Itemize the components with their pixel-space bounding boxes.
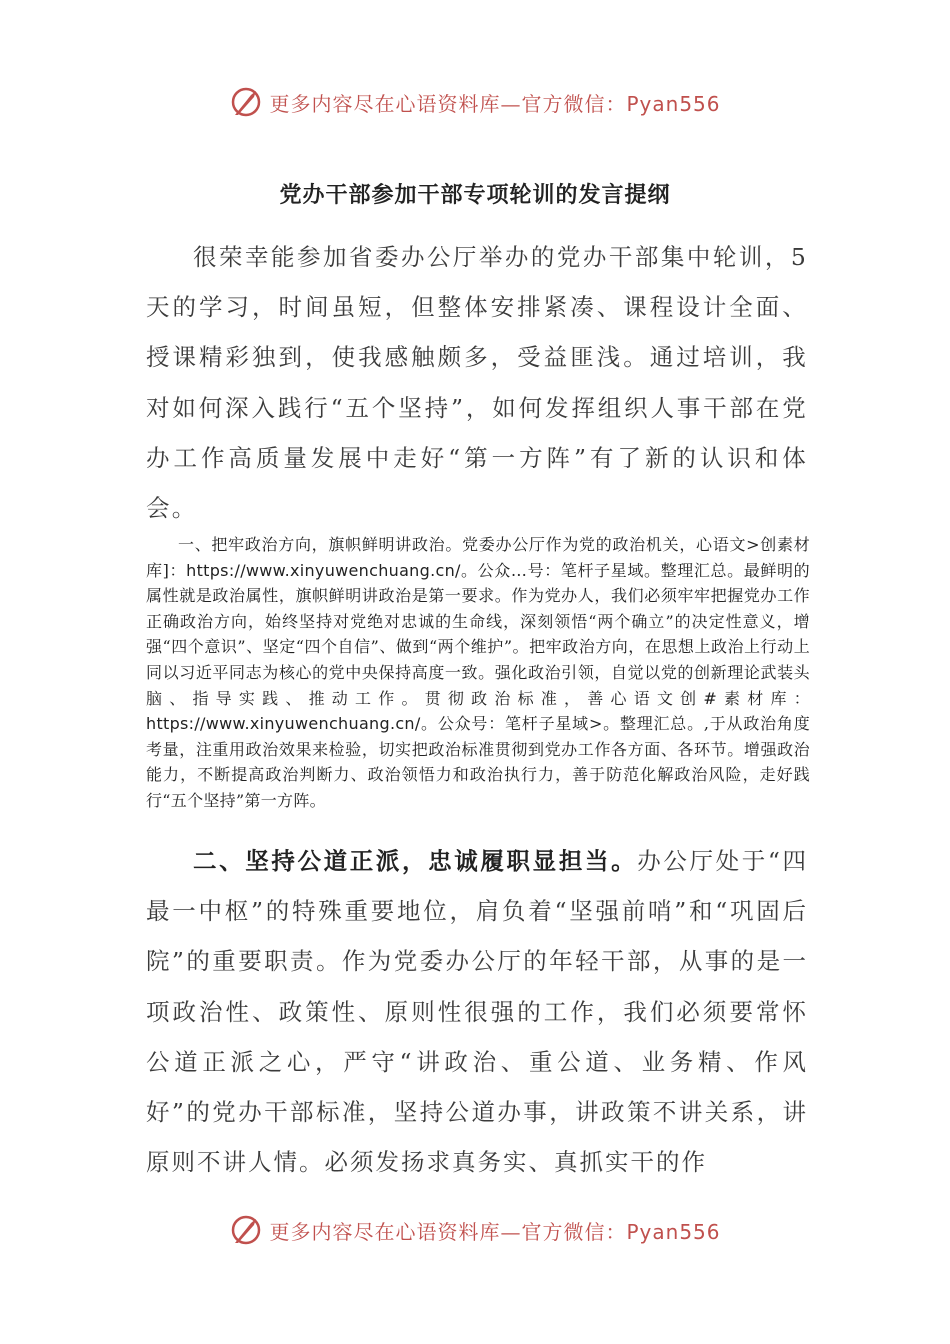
banner-account: Pyan556 [626, 1219, 721, 1244]
section-2-paragraph [146, 836, 808, 1187]
section-1-text-a: 一、把牢政治方向，旗帜鲜明讲政治。党委办公厅作为党的政治机关，心语文>创素材库]： [146, 535, 810, 580]
banner-dash: — [500, 1219, 522, 1244]
footer-banner [0, 1210, 950, 1250]
banner-account: Pyan556 [626, 91, 721, 116]
page-title: 党办干部参加干部专项轮训的发言提纲 [279, 183, 671, 208]
quill-pen-logo-icon [229, 1213, 263, 1247]
intro-paragraph: 很荣幸能参加省委办公厅举办的党办干部集中轮训，5天的学习，时间虽短，但整体安排紧凑、课程设计全面、授课精彩独到，使我感触颇多，受益匪浅。通过培训，我对如何深入践行“五个坚持”，如何发挥组织人事干部在党办工作高质量发展中走好“第一方阵”有了新的认识和体会。 [146, 243, 808, 523]
section-1-url-a: https://www.xinyuwenchuang.cn/ [186, 560, 461, 580]
banner-text [269, 88, 720, 117]
header-banner [0, 82, 950, 122]
banner-library-text: 更多内容尽在心语资料库 [269, 91, 501, 116]
banner-dash: — [500, 91, 522, 116]
section-1-url-b: https://www.xinyuwenchuang.cn/ [146, 714, 421, 734]
section-1-text-b: 。公众…号：笔杆子星域。整理汇总。最鲜明的属性就是政治属性，旗帜鲜明讲政治是第一要求。作为党办人，我们必须牢牢把握党办工作正确政治方向，始终坚持对党绝对忠诚的生命线，深刻领悟“两个确立”的决定性意义，增强“四个意识”、坚定“四个自信”、做到“两个维护”。把牢政治方向，在思想上政治上行动上同以习近平同志为核心的党中央保持高度一致。强化政治引领，自觉以党的创新理论武装头脑、指导实践、推动工作。贯彻政治标准，善心语文创#素材库： [146, 560, 810, 708]
section-1-text-c: 。公众号：笔杆子星域>。整理汇总。,于从政治角度考量，注重用政治效果来检验，切实把政治标准贯彻到党办工作各方面、各环节。增强政治能力，不断提高政治判断力、政治领悟力和政治执行力，善于防范化解政治风险，走好践行“五个坚持”第一方阵。 [146, 714, 810, 810]
banner-library-text: 更多内容尽在心语资料库 [269, 1219, 501, 1244]
banner-text [269, 1216, 720, 1245]
section-2-heading: 二、坚持公道正派，忠诚履职显担当。 [193, 847, 638, 875]
banner-official-label: 官方微信： [521, 91, 627, 116]
section-2-body: 办公厅处于“四最一中枢”的特殊重要地位，肩负着“坚强前哨”和“巩固后院”的重要职责。作为党委办公厅的年轻干部，从事的是一项政治性、政策性、原则性很强的工作，我们必须要常怀公道正派之心，严守“讲政治、重公道、业务精、作风好”的党办干部标准，坚持公道办事，讲政策不讲关系，讲原则不讲人情。必须发扬求真务实、真抓实干的作 [146, 847, 809, 1177]
section-1-paragraph [146, 532, 810, 814]
banner-official-label: 官方微信： [521, 1219, 627, 1244]
quill-pen-logo-icon [229, 85, 263, 119]
